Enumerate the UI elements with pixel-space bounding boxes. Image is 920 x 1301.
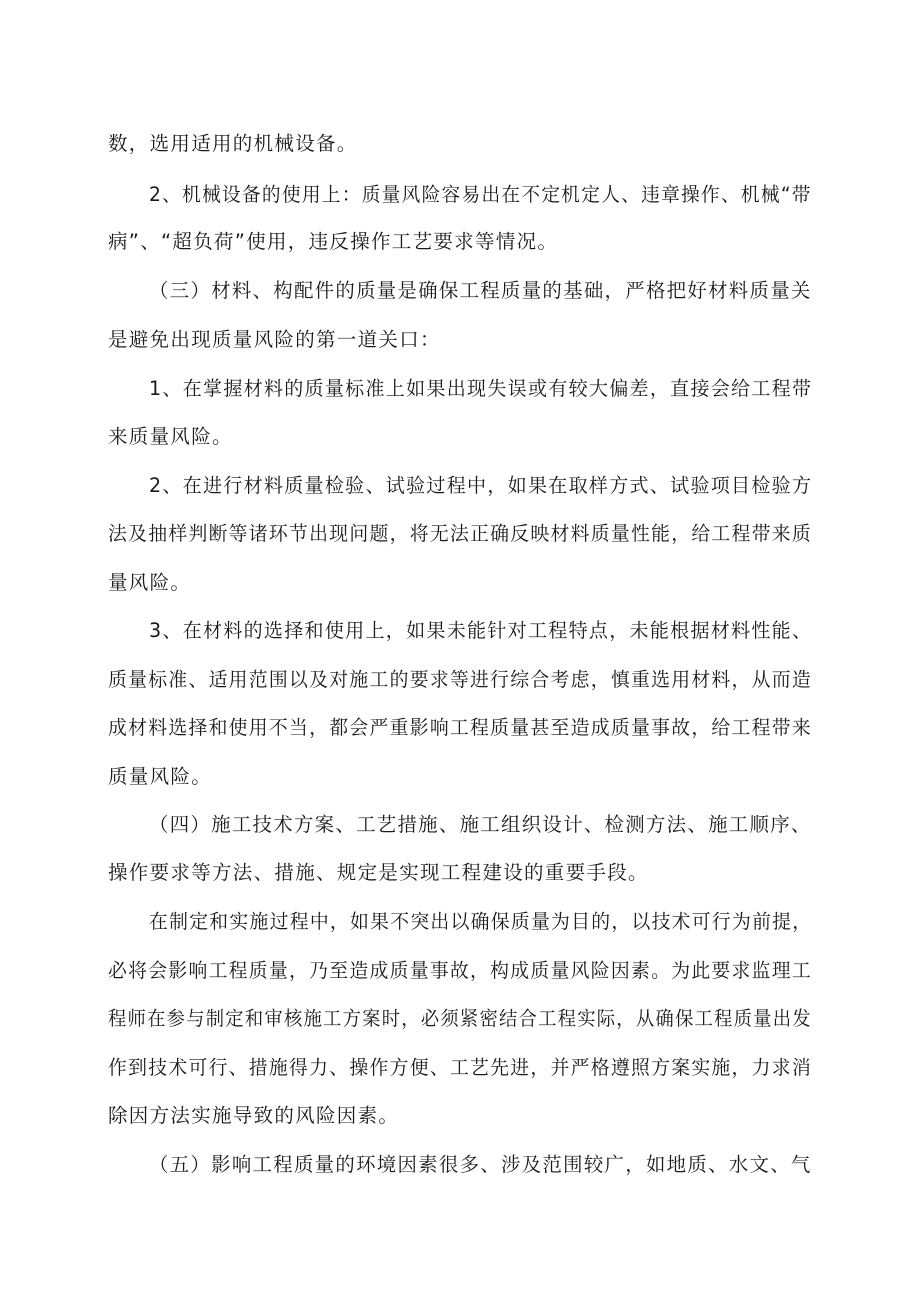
text-line: 2、在进行材料质量检验、试验过程中，如果在取样方式、试验项目检验方 — [149, 474, 813, 497]
text-line: 必将会影响工程质量，乃至造成质量事故，构成质量风险因素。为此要求监理工 — [108, 959, 813, 982]
text-line: （三）材料、构配件的质量是确保工程质量的基础，严格把好材料质量关 — [149, 279, 812, 302]
text-line: 除因方法实施导致的风险因素。 — [108, 1104, 400, 1127]
text-line: 程师在参与制定和审核施工方案时，必须紧密结合工程实际，从确保工程质量出发 — [108, 1007, 812, 1030]
text-line: 数，选用适用的机械设备。 — [108, 132, 358, 155]
text-line: 2、机械设备的使用上：质量风险容易出在不定机定人、违章操作、机械“带 — [149, 183, 812, 206]
text-line: 成材料选择和使用不当，都会严重影响工程质量甚至造成质量事故，给工程带来 — [108, 716, 813, 739]
text-line: 量风险。 — [108, 571, 192, 594]
text-line: 作到技术可行、措施得力、操作方便、工艺先进，并严格遵照方案实施，力求消 — [108, 1056, 813, 1079]
text-line: 1、在掌握材料的质量标准上如果出现失误或有较大偏差，直接会给工程带 — [149, 377, 813, 400]
text-line: 是避免出现质量风险的第一道关口： — [108, 328, 441, 351]
text-line: 病”、“超负荷”使用，违反操作工艺要求等情况。 — [108, 230, 559, 253]
text-line: （五）影响工程质量的环境因素很多、涉及范围较广，如地质、水文、气 — [149, 1153, 812, 1176]
text-line: 法及抽样判断等诸环节出现问题，将无法正确反映材料质量性能，给工程带来质 — [108, 522, 813, 545]
text-line: （四）施工技术方案、工艺措施、施工组织设计、检测方法、施工顺序、 — [149, 813, 812, 836]
text-line: 来质量风险。 — [108, 425, 233, 448]
text-line: 质量风险。 — [108, 765, 213, 788]
text-line: 质量标准、适用范围以及对施工的要求等进行综合考虑，慎重选用材料，从而造 — [108, 668, 813, 691]
text-line: 操作要求等方法、措施、规定是实现工程建设的重要手段。 — [108, 861, 649, 884]
text-line: 在制定和实施过程中，如果不突出以确保质量为目的，以技术可行为前提， — [149, 910, 813, 933]
text-line: 3、在材料的选择和使用上，如果未能针对工程特点，未能根据材料性能、 — [149, 619, 813, 642]
